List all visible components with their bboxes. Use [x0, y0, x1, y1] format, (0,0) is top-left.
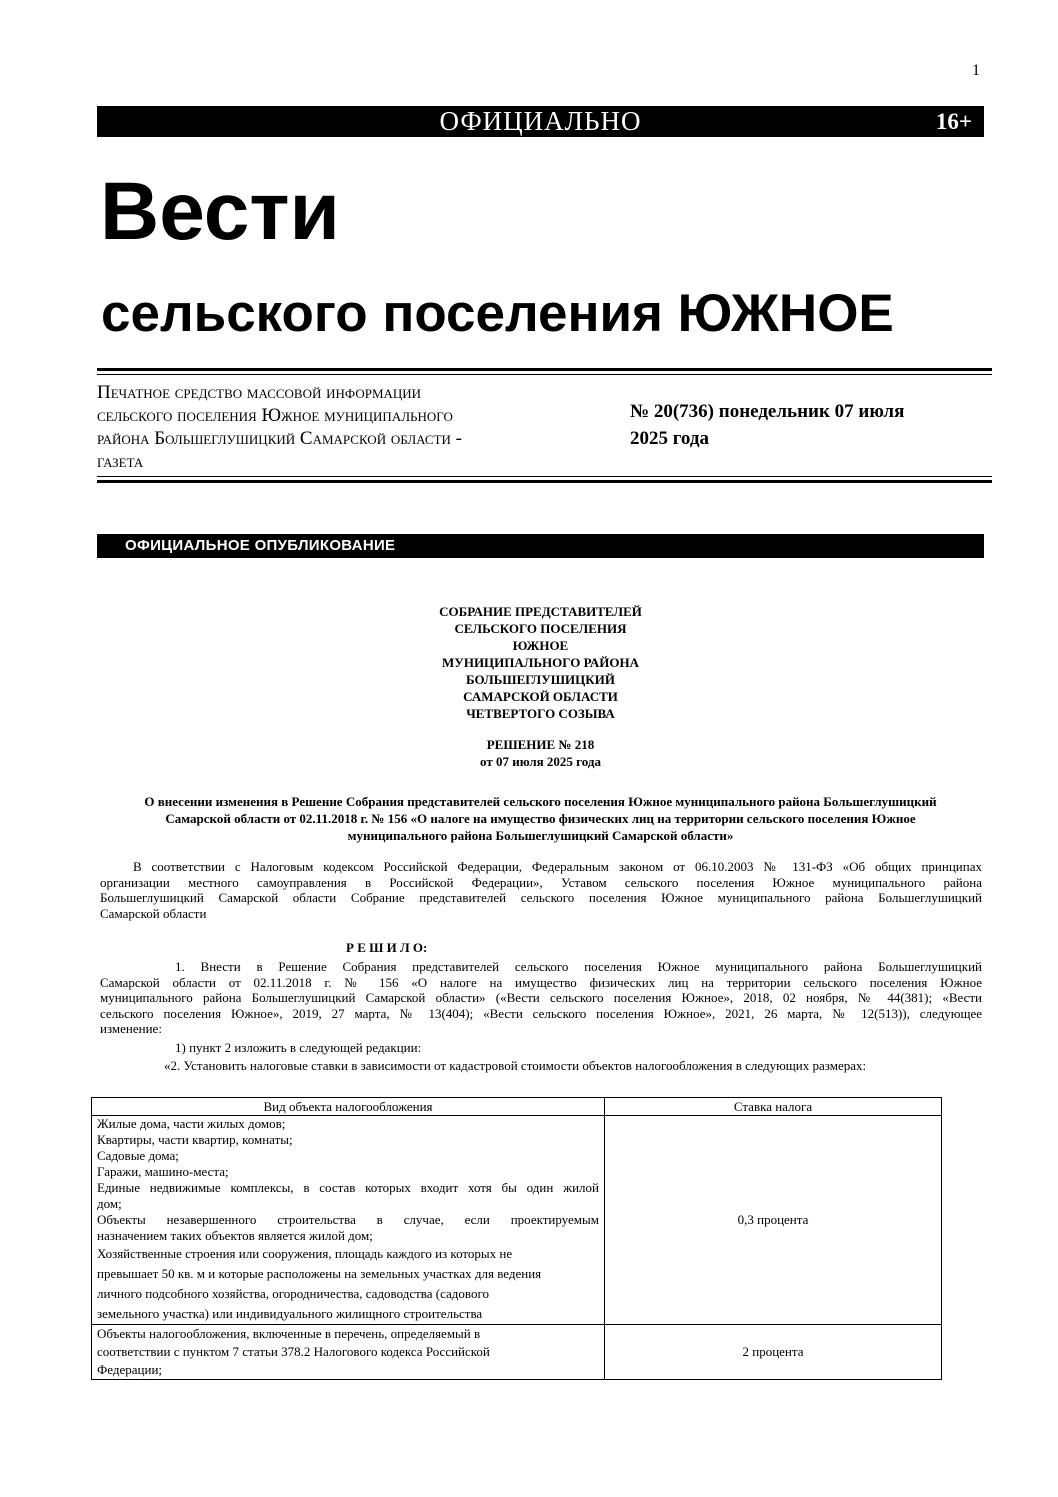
- issue-year-line: 2025 года: [630, 428, 709, 449]
- decision-heading: [97, 736, 984, 770]
- publisher-line: района Большеглушицкий Самарской области -: [97, 428, 462, 449]
- object-types-cell: [92, 1325, 605, 1380]
- object-type-line: земельного участка) или индивидуального жилищного строительства: [97, 1306, 483, 1321]
- object-type-line: Садовые дома;: [97, 1148, 179, 1163]
- quote-intro-text: «2. Установить налоговые ставки в зависимости от кадастровой стоимости объектов налогообложения в следующих размерах:: [164, 1058, 867, 1073]
- object-type-line: Хозяйственные строения или сооружения, площадь каждого из которых не: [97, 1246, 513, 1261]
- decision-title-line: Самарской области от 02.11.2018 г. № 156 «О налоге на имущество физических лиц на территории сельского поселения Южное: [165, 811, 916, 826]
- table-header-row: [92, 1098, 942, 1116]
- resolved-label: Р Е Ш И Л О:: [346, 940, 428, 955]
- authority-line: СОБРАНИЕ ПРЕДСТАВИТЕЛЕЙ: [439, 604, 642, 619]
- object-type-line: личного подсобного хозяйства, огородничества, садоводства (садового: [97, 1286, 489, 1301]
- object-type-line: Федерации;: [97, 1362, 163, 1377]
- object-type-line: превышает 50 кв. м и которые расположены на земельных участках для ведения: [97, 1266, 542, 1281]
- publisher-line: Печатное средство массовой информации: [97, 382, 422, 403]
- object-type-line: Единые недвижимые комплексы, в состав которых входит хотя бы один жилой: [97, 1180, 599, 1195]
- object-type-line: Объекты незавершенного строительства в случае, если проектируемым: [97, 1212, 599, 1227]
- masthead-divider-top: [97, 368, 992, 371]
- decision-title-line: О внесении изменения в Решение Собрания представителей сельского поселения Южное муниципального района Большеглушицкий: [144, 794, 937, 809]
- preamble-line: Самарской области: [100, 905, 207, 921]
- publisher-info: [97, 381, 577, 473]
- preamble-line: организации местного самоуправления в Российской Федерации», Уставом сельского поселения Южное муниципального района: [100, 874, 982, 890]
- decision-title-line: муниципального района Большеглушицкий Самарской области»: [347, 828, 734, 843]
- tax-rate-table: [91, 1097, 942, 1380]
- table-row: [92, 1325, 942, 1380]
- clause-line: изменение:: [100, 1021, 162, 1036]
- masthead-divider-top-thin: [97, 374, 992, 375]
- authority-line: ЧЕТВЕРТОГО СОЗЫВА: [466, 706, 615, 721]
- issue-info: [630, 398, 960, 452]
- object-type-line: Гаражи, машино-места;: [97, 1164, 229, 1179]
- preamble-line: Большеглушицкий Самарской области Собрание представителей сельского поселения Южное муниципального района Большеглушицкий: [100, 890, 982, 905]
- masthead-divider-bottom-thin: [97, 476, 992, 477]
- authority-line: СЕЛЬСКОГО ПОСЕЛЕНИЯ: [454, 621, 627, 636]
- object-types-cell: [92, 1116, 605, 1325]
- authority-line: БОЛЬШЕГЛУШИЦКИЙ: [466, 672, 615, 687]
- tax-rate-cell: 0,3 процента: [605, 1116, 942, 1325]
- object-type-line: Объекты налогообложения, включенные в перечень, определяемый в: [97, 1326, 481, 1341]
- object-type-line: дом;: [97, 1196, 122, 1211]
- subclause-text: 1) пункт 2 изложить в следующей редакции:: [175, 1040, 422, 1055]
- banner-label: ОФИЦИАЛЬНО: [439, 106, 642, 136]
- clause-line: Самарской области от 02.11.2018 г. № 156 «О налоге на имущество физических лиц на территории сельского поселения Южное: [100, 974, 982, 990]
- object-type-line: Жилые дома, части жилых домов;: [97, 1116, 286, 1131]
- clause-1-paragraph: [100, 959, 982, 1037]
- clause-line: сельского поселения Южное», 2019, 27 марта, № 13(404); «Вести сельского поселения Южное», 2021, 26 марта, № 12(513)), следующее: [100, 1005, 982, 1021]
- decision-number: РЕШЕНИЕ № 218: [486, 737, 595, 752]
- newspaper-title: Вести: [100, 166, 340, 257]
- object-type-line: соответствии с пунктом 7 статьи 378.2 Налогового кодекса Российской: [97, 1344, 490, 1359]
- table-row: [92, 1116, 942, 1325]
- tax-rate-cell: 2 процента: [605, 1325, 942, 1380]
- column-header-tax-rate: Ставка налога: [605, 1098, 942, 1116]
- preamble-line: В соответствии с Налоговым кодексом Российской Федерации, Федеральным законом от 06.10.2003 № 131-ФЗ «Об общих принципах: [133, 859, 982, 874]
- header-banner: [97, 106, 984, 137]
- age-rating-badge: 16+: [935, 109, 972, 134]
- masthead-divider-bottom: [97, 480, 992, 483]
- clause-line: 1. Внести в Решение Собрания представителей сельского поселения Южное муниципального района Большеглушицкий: [175, 959, 982, 974]
- object-type-line: назначением таких объектов является жилой дом;: [97, 1228, 373, 1243]
- newspaper-subtitle: сельского поселения ЮЖНОЕ: [101, 284, 894, 343]
- decision-date: от 07 июля 2025 года: [480, 754, 601, 769]
- column-header-object-type: Вид объекта налогообложения: [92, 1098, 605, 1116]
- section-banner-label: ОФИЦИАЛЬНОЕ ОПУБЛИКОВАНИЕ: [125, 537, 396, 554]
- page-number: 1: [972, 62, 980, 79]
- authority-line: МУНИЦИПАЛЬНОГО РАЙОНА: [442, 655, 639, 670]
- decision-title: [97, 793, 984, 844]
- authority-line: ЮЖНОЕ: [512, 638, 569, 653]
- preamble-paragraph: [100, 859, 982, 921]
- issue-number-line: № 20(736) понедельник 07 июля: [630, 401, 905, 422]
- authority-line: САМАРСКОЙ ОБЛАСТИ: [463, 689, 618, 704]
- section-banner: [97, 534, 984, 558]
- publisher-line: газета: [97, 451, 144, 472]
- authority-heading: [97, 603, 984, 722]
- publisher-line: сельского поселения Южное муниципального: [97, 405, 453, 426]
- object-type-line: Квартиры, части квартир, комнаты;: [97, 1132, 293, 1147]
- clause-line: муниципального района Большеглушицкий Самарской области» («Вести сельского поселения Южное», 2018, 02 ноября, № 44(381); «Вести: [100, 990, 982, 1005]
